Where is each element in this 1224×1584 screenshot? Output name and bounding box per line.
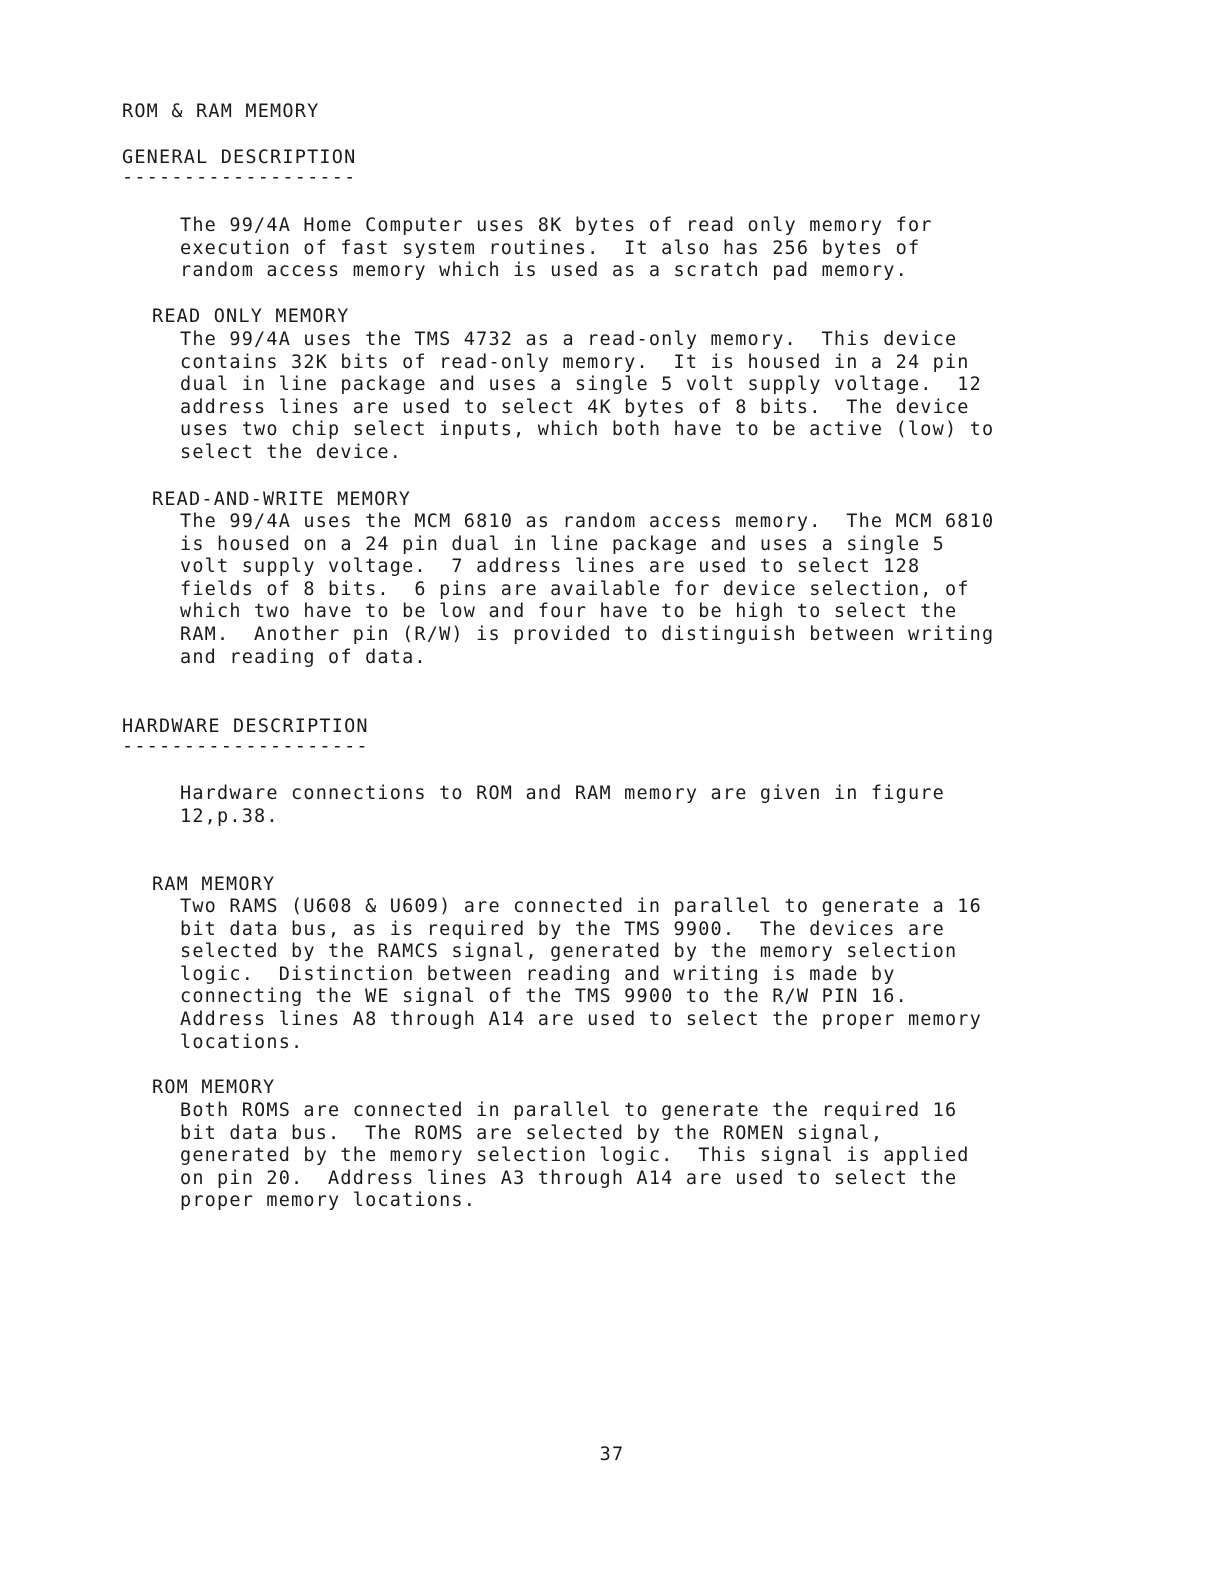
ram-memory-paragraph: Two RAMS (U608 & U609) are connected in parallel to generate a 16 bit data bus, as is required by the TMS 9900. The devices are selected by the RAMCS signal, generated by the memory selection logic. Distinction between reading and writing is made by connecting the WE signal of the TMS 9900 to the R/W PIN 16. Address lines A8 through A14 are used to select the proper memory locations. — [180, 896, 982, 1053]
general-description-paragraph: The 99/4A Home Computer uses 8K bytes of read only memory for execution of fast system routines. It also has 256 bytes of random access memory which is used as a scratch pad memory. — [180, 215, 933, 282]
hardware-description-heading: HARDWARE DESCRIPTION — [122, 716, 369, 737]
page-number: 37 — [599, 1444, 625, 1465]
rom-memory-paragraph: Both ROMS are connected in parallel to generate the required 16 bit data bus. The ROMS are selected by the ROMEN signal, generated by the memory selection logic. This signal is applied on pin 20. Address lines A3 through A14 are used to select the proper memory locations. — [180, 1100, 970, 1212]
hardware-description-paragraph: Hardware connections to ROM and RAM memory are given in figure 12,p.38. — [180, 783, 945, 827]
read-and-write-memory-paragraph: The 99/4A uses the MCM 6810 as random access memory. The MCM 6810 is housed on a 24 pin dual in line package and uses a single 5 volt supply voltage. 7 address lines are used to select 128 fields of 8 bits. 6 pins are available for device selection, of which two have to be low and four have to be high to select the RAM. Another pin (R/W) is provided to distinguish between writing and reading of data. — [180, 511, 995, 668]
general-description-underline: ------------------- — [122, 167, 357, 188]
general-description-heading: GENERAL DESCRIPTION — [122, 147, 357, 168]
page-title: ROM & RAM MEMORY — [122, 101, 320, 122]
rom-memory-heading: ROM MEMORY — [152, 1077, 276, 1098]
hardware-description-underline: -------------------- — [122, 736, 369, 757]
ram-memory-heading: RAM MEMORY — [152, 874, 276, 895]
read-only-memory-heading: READ ONLY MEMORY — [152, 306, 350, 327]
read-only-memory-paragraph: The 99/4A uses the TMS 4732 as a read-only memory. This device contains 32K bits of read-only memory. It is housed in a 24 pin dual in line package and uses a single 5 volt supply voltage. 12 address lines are used to select 4K bytes of 8 bits. The device uses two chip select inputs, which both have to be active (low) to select the device. — [180, 329, 995, 463]
read-and-write-memory-heading: READ-AND-WRITE MEMORY — [152, 489, 412, 510]
